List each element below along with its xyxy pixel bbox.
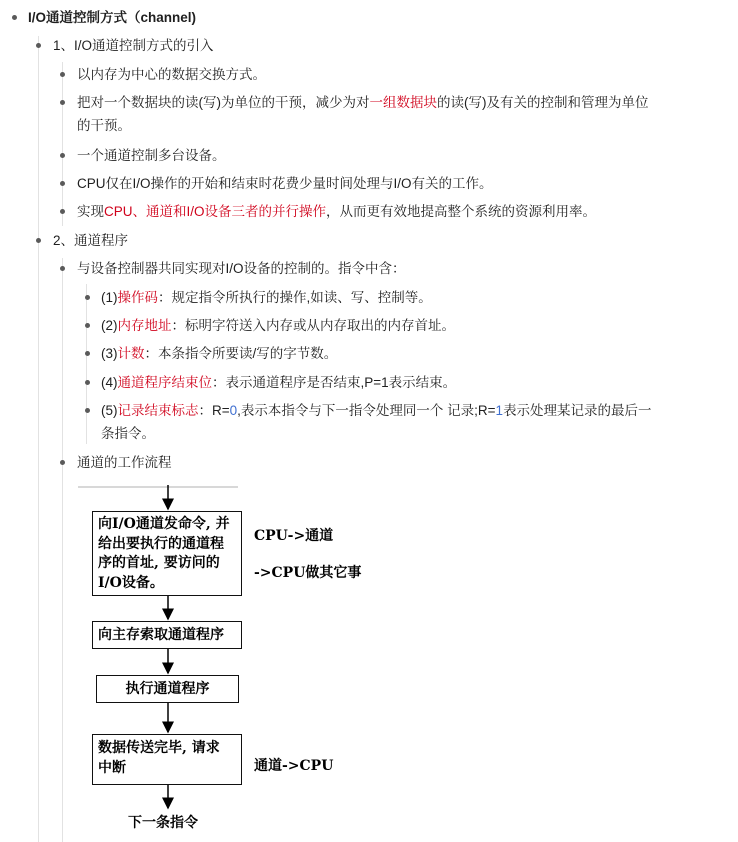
instr-item-2: [101, 314, 455, 337]
flow-side-cpu-other-work: ->CPU做其它事: [254, 565, 362, 581]
instr-item-5: [101, 399, 652, 445]
box1-line: 序的首址, 要访问的: [98, 555, 220, 571]
item-desc: ：规定指令所执行的操作,如读、写、控制等。: [158, 290, 432, 305]
flow-end-next-instruction: 下一条指令: [128, 815, 198, 831]
flow-box-transfer-complete: [92, 734, 242, 785]
flow-box-fetch-program: 向主存索取通道程序: [92, 621, 242, 649]
flow-side-channel-to-cpu: 通道->CPU: [254, 758, 334, 774]
bullet-dot: [12, 15, 17, 20]
item-num: (1): [101, 290, 118, 305]
item-num: (4): [101, 375, 118, 390]
b2-line2: 的干预。: [77, 118, 131, 133]
box1-line: 向I/O通道发命令, 并: [98, 516, 230, 532]
sec1-title: 1、I/O通道控制方式的引入: [53, 38, 214, 53]
bullet-dot: [85, 351, 90, 356]
bullet-dot: [85, 295, 90, 300]
item-term: 记录结束标志: [117, 403, 199, 418]
bullet-dot: [60, 153, 65, 158]
indent-guide-level2-sec2: [62, 258, 63, 842]
bullet-dot: [60, 181, 65, 186]
item-num: (5): [101, 403, 118, 418]
bullet-dot: [85, 323, 90, 328]
b2-post: 的读(写)及有关的控制和管理为单位: [437, 95, 649, 110]
item-num: (2): [101, 318, 118, 333]
sec1-bullet-3: 一个通道控制多台设备。: [77, 148, 226, 163]
sec1-bullet-2: [77, 91, 649, 137]
r-one: 1: [495, 403, 504, 418]
item-desc: ：标明字符送入内存或从内存取出的内存首址。: [171, 318, 455, 333]
flow-box-execute-program: 执行通道程序: [96, 675, 239, 703]
item-desc: ：表示通道程序是否结束,P=1表示结束。: [212, 375, 457, 390]
flowchart: [78, 485, 378, 835]
item-term: 通道程序结束位: [117, 375, 212, 390]
item-term: 操作码: [117, 290, 158, 305]
bullet-dot: [36, 43, 41, 48]
item-mid: ,表示本指令与下一指令处理同一个 记录;R=: [237, 403, 496, 418]
b2-pre: 把对一个数据块的读(写)为单位的干预，减少为对: [77, 95, 370, 110]
item-line2: 条指令。: [101, 426, 155, 441]
sec2-title: 2、通道程序: [53, 233, 129, 248]
sec1-bullet-4: CPU仅在I/O操作的开始和结束时花费少量时间处理与I/O有关的工作。: [77, 176, 493, 191]
bullet-dot: [60, 460, 65, 465]
bullet-dot: [85, 380, 90, 385]
item-term: 内存地址: [117, 318, 172, 333]
bullet-dot: [60, 72, 65, 77]
b5-pre: 实现: [77, 204, 104, 219]
box1-line: I/O设备。: [98, 574, 164, 591]
bullet-dot: [36, 238, 41, 243]
bullet-dot: [60, 266, 65, 271]
item-num: (3): [101, 346, 118, 361]
flow-box-issue-command: [92, 511, 242, 596]
b2-highlight: 一组数据块: [369, 95, 437, 110]
bullet-dot: [60, 100, 65, 105]
b5-post: ，从而更有效地提高整个系统的资源利用率。: [326, 204, 597, 219]
indent-guide-level2-sec1: [62, 62, 63, 226]
instr-item-4: [101, 371, 456, 394]
item-post: 表示处理某记录的最后一: [503, 403, 652, 418]
sec1-bullet-5: [77, 200, 596, 223]
bullet-dot: [60, 209, 65, 214]
bullet-dot: [85, 408, 90, 413]
box4-line: 数据传送完毕, 请求: [98, 740, 220, 756]
sec1-bullet-1: 以内存为中心的数据交换方式。: [77, 67, 266, 82]
item-sep: ：: [198, 403, 212, 418]
r-zero: 0: [229, 403, 238, 418]
r-pre: R=: [212, 403, 230, 418]
item-desc: ：本条指令所要读/写的字节数。: [144, 346, 338, 361]
sec2-intro: 与设备控制器共同实现对I/O设备的控制的。指令中含：: [77, 261, 406, 276]
instr-item-3: [101, 342, 337, 365]
indent-guide-level1: [38, 36, 39, 842]
indent-guide-level3: [86, 284, 87, 444]
instr-item-1: [101, 286, 432, 309]
box4-line: 中断: [98, 760, 126, 776]
item-term: 计数: [117, 346, 145, 361]
flow-side-cpu-to-channel: CPU->通道: [254, 528, 334, 544]
box1-line: 给出要执行的通道程: [98, 535, 224, 552]
flow-title: 通道的工作流程: [77, 455, 172, 470]
b5-highlight: CPU、通道和I/O设备三者的并行操作: [104, 204, 327, 219]
section-heading: I/O通道控制方式（channel): [28, 10, 197, 25]
